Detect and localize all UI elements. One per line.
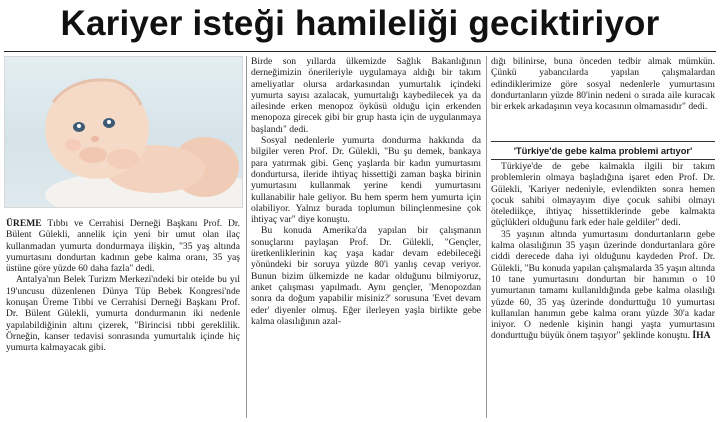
paragraph-text: 35 yaşının altında yumurtasını dondurtanların gebe kalma olasılığının 35 yaşın üzerinde dondurtanlara göre ciddi derecede daha iyi olduğunu kaydeden Prof. Dr. Gülekli, "Bu konuda yapılan çalışmalarda 35 yaşın altında 10 tane yumurtasını dondurtan bir hanımın o 10 yumurtanın tamamı kullanıldığında gebe kalma olasılığı yüzde 60, 35 yaş üzerinde dondurttuğu 10 yumurtası kullanılan hanımın gebe kalma oranı yüzde 30'a kadar iniyor. O nedenle kişinin hangi yaşta yumurtasını dondurttuğu büyük önem taşıyor" şeklinde konuştu. <box>491 228 715 342</box>
paragraph-text: Tıbbı ve Cerrahisi Derneği Başkanı Prof. Dr. Bülent Gülekli, annelik için yeni bir umut olan ilaç kullanmadan yumurta dondurmaya ilişkin, "35 yaş altında yumurtasını dondurtan kadının gebe kalma oranı, 35 yaş üstüne göre yüzde 60 daha fazla" dedi. <box>6 218 240 275</box>
article-column-3 <box>491 161 715 420</box>
headline: Kariyer isteği hamileliği geciktiriyor <box>60 4 660 43</box>
column-divider <box>246 56 247 418</box>
baby-photo <box>4 56 243 208</box>
paragraph: dığı bilinirse, buna önceden tedbir almak mümkün. Çünkü yabancılarda yapılan çalışmalardan edindiklerimize göre sosyal nedenlerle yumurtasını dondurtanların yüzde 80'inin nedeni o sırada aile kuracak bir erkek arkadaşının veya kocasının olmamasıdır" dedi. <box>491 56 715 113</box>
headline-rule <box>4 51 716 52</box>
paragraph: Bu konuda Amerika'da yapılan bir çalışmanın sonuçlarını paylaşan Prof. Dr. Gülekli, "Gençler, üretkenliklerinin kaç yaşa kadar devam edebileceği yönündeki bir soruya yüzde 80'i yanlış cevap veriyor. Bunun bizim ülkemizde ne kadar olduğunu bilmiyoruz, anket çalışması yapılmadı. Aynı gençler, 'Menopozdan sonra da doğum yapabilir misiniz?' sorusuna 'Evet devam eder' diyenler olmuş. Eğer ilerleyen yaşla birlikte gebe kalma olasılığının azal- <box>251 225 481 327</box>
baby-icon <box>5 57 242 207</box>
article-column-2 <box>251 56 481 420</box>
subheading: 'Türkiye'de gebe kalma problemi artıyor' <box>491 141 715 160</box>
paragraph: Sosyal nedenlerle yumurta dondurma hakkında da bilgiler veren Prof. Dr. Gülekli, "Bu şu demek, bankaya para yatırmak gibi. Genç yaşlarda bir kadın yumurtasını dondurtursa, ileride ihtiyaç hissettiği zaman başka birinin yumurtasını kullanmak yerine kendi yumurtasını kullanabilir hale geliyor. Bu hem sperm hem yumurta için olabiliyor. Yalnız burada toplumun bilinçlenmesine çok ihtiyaç var" diye konuştu. <box>251 135 481 226</box>
article-column-3-top <box>491 56 715 140</box>
paragraph <box>491 229 715 342</box>
agency-credit: İHA <box>692 330 711 342</box>
paragraph: Birde son yıllarda ülkemizde Sağlık Bakanlığının derneğimizin önerileriyle uygulamaya aldığı bir takım ameliyatlar olursa ardarkasından yumurtalık içindeki yumurta sayısı azalacak, yumurtalığı kaybedilecek ya da ailesinde erken menopoz öyküsü olduğu için erkenden menopoza girecek gibi bir grup hasta için de uygulanmaya başlandı" dedi. <box>251 56 481 135</box>
paragraph: Türkiye'de de gebe kalmakla ilgili bir takım problemlerin olmaya başladığına işaret eden Prof. Dr. Gülekli, 'Kariyer nedeniyle, evlendikten sonra hemen çocuk sahibi olmayayım diye çocuk sahibi olmayı ötelediikçe, ihtiyaç hissettiklerinde gebe kalmakta güçlükleri olduğunu fark eder hale geldiler" dedi. <box>491 161 715 229</box>
lead-word: ÜREME <box>6 218 42 229</box>
paragraph: Antalya'nın Belek Turizm Merkezi'ndeki bir otelde bu yıl 19'uncusu düzenlenen Dünya Tüp Bebek Kongresi'nde konuşan Üreme Tıbbi ve Cerrahisi Derneği Başkanı Prof. Dr. Bülent Gülekli, yumurta dondurmanın iki nedenle yapılabildiğinin altını çizerek, "Birincisi tıbbi gereklilik. Örneğin, kanser tedavisi sonrasında yumurtalık içinde hiç yumurta kalmayacak gibi. <box>6 274 240 354</box>
paragraph <box>6 218 240 274</box>
article-column-1 <box>6 218 240 418</box>
column-divider <box>486 56 487 418</box>
